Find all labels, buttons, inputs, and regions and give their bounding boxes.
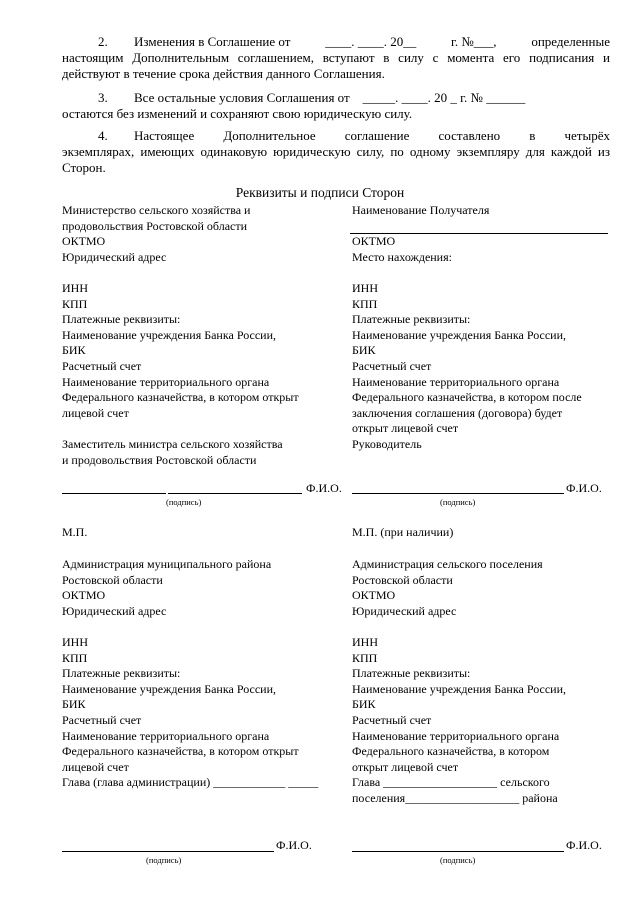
- line: ОКТМО: [62, 588, 106, 603]
- line: Заместитель министра сельского хозяйства: [62, 436, 283, 451]
- clause-2-first-line: [134, 34, 610, 50]
- clause-3-first-line: Все остальные условия Соглашения от _____. ____. 20 _ г. № ______: [134, 90, 526, 105]
- line: ИНН: [62, 280, 88, 295]
- line: Наименование учреждения Банка России,: [352, 681, 566, 696]
- line: Федерального казначейства, в котором: [352, 744, 550, 759]
- bottom-left-fio: Ф.И.О.: [276, 838, 312, 852]
- head-label-2: поселения___________________ района: [352, 790, 558, 805]
- line: Наименование Получателя: [352, 203, 490, 217]
- top-right-stamp: М.П. (при наличии): [352, 525, 454, 539]
- clause-4-number: 4.: [98, 128, 108, 143]
- line: Платежные реквизиты:: [62, 666, 181, 681]
- line: Расчетный счет: [352, 358, 432, 373]
- top-right-requisites: [352, 203, 622, 453]
- top-right-sign-caption: (подпись): [440, 497, 476, 507]
- line: Министерство сельского хозяйства и: [62, 203, 251, 217]
- top-left-stamp: М.П.: [62, 525, 88, 539]
- line: лицевой счет: [62, 759, 129, 774]
- line: Руководитель: [352, 436, 422, 451]
- clause-2-continuation: настоящим Дополнительным соглашением, вступают в силу с момента его подписания и действуют в течение срока действия данного Соглашения.: [62, 50, 610, 81]
- line: КПП: [352, 650, 378, 665]
- bottom-right-fio: Ф.И.О.: [566, 838, 602, 852]
- top-right-fio: Ф.И.О.: [566, 481, 602, 495]
- line: КПП: [62, 296, 88, 311]
- clause-3-continuation: остаются без изменений и сохраняют свою юридическую силу.: [62, 106, 413, 121]
- line: Место нахождения:: [352, 249, 452, 264]
- line: Юридический адрес: [62, 603, 167, 618]
- line: Ростовской области: [352, 572, 453, 587]
- line: Юридический адрес: [352, 603, 457, 618]
- line: КПП: [62, 650, 88, 665]
- line: Платежные реквизиты:: [352, 666, 471, 681]
- line: заключения соглашения (договора) будет: [352, 405, 563, 420]
- head-label: Глава (глава администрации) ____________ _____: [62, 775, 319, 790]
- clause-3-number: 3.: [98, 90, 108, 105]
- line: Наименование учреждения Банка России,: [62, 327, 276, 342]
- line: БИК: [62, 343, 86, 358]
- bottom-right-requisites: [352, 557, 622, 807]
- line: ИНН: [62, 634, 88, 649]
- top-left-signature-line: [62, 493, 166, 494]
- line: Расчетный счет: [352, 712, 432, 727]
- line: Федерального казначейства, в котором открыт: [62, 744, 299, 759]
- line: ОКТМО: [62, 234, 106, 249]
- line: БИК: [62, 697, 86, 712]
- clause-4-first-line: Настоящее Дополнительное соглашение составлено в четырёх: [134, 128, 610, 143]
- line: Наименование территориального органа: [352, 728, 560, 743]
- line: Платежные реквизиты:: [352, 312, 471, 327]
- line: ОКТМО: [352, 588, 396, 603]
- line: ОКТМО: [352, 234, 396, 249]
- recipient-name-underline: [350, 233, 608, 234]
- line: Расчетный счет: [62, 712, 142, 727]
- bottom-left-sign-caption: (подпись): [146, 855, 182, 865]
- bottom-right-signature-line: [352, 851, 564, 852]
- clause-2-date-blank: ____. ____. 20__: [325, 34, 417, 49]
- bottom-right-sign-caption: (подпись): [440, 855, 476, 865]
- line: Ростовской области: [62, 572, 163, 587]
- line: лицевой счет: [62, 405, 129, 420]
- clause-2-text-end: определенные: [531, 34, 610, 49]
- top-right-signature-line: [352, 493, 564, 494]
- line: Администрация сельского поселения: [352, 557, 543, 571]
- line: Расчетный счет: [62, 358, 142, 373]
- top-left-requisites: [62, 203, 342, 468]
- line: ИНН: [352, 634, 378, 649]
- top-left-sign-caption: (подпись): [166, 497, 202, 507]
- line: Наименование территориального органа: [62, 728, 270, 743]
- requisites-heading: Реквизиты и подписи Сторон: [235, 185, 405, 200]
- line: ИНН: [352, 280, 378, 295]
- line: открыт лицевой счет: [352, 759, 459, 774]
- line: КПП: [352, 296, 378, 311]
- clause-4-continuation: экземплярах, имеющих одинаковую юридическую силу, по одному экземпляру для каждой из Сторон.: [62, 144, 610, 175]
- clause-2-number-blank: г. №___,: [451, 34, 497, 49]
- line: и продовольствия Ростовской области: [62, 452, 257, 467]
- line: Федерального казначейства, в котором после: [352, 390, 582, 405]
- top-left-name-line: [168, 493, 302, 494]
- line: Наименование территориального органа: [62, 374, 270, 389]
- line: БИК: [352, 697, 376, 712]
- bottom-left-requisites: [62, 557, 342, 791]
- line: продовольствия Ростовской области: [62, 218, 248, 233]
- clause-2-text-start: Изменения в Соглашение от: [134, 34, 291, 49]
- head-label-1: Глава ___________________ сельского: [352, 775, 550, 790]
- top-left-fio: Ф.И.О.: [306, 481, 342, 495]
- line: Юридический адрес: [62, 249, 167, 264]
- line: Наименование учреждения Банка России,: [352, 327, 566, 342]
- line: Платежные реквизиты:: [62, 312, 181, 327]
- bottom-left-signature-line: [62, 851, 274, 852]
- line: открыт лицевой счет: [352, 421, 459, 436]
- line: Администрация муниципального района: [62, 557, 272, 571]
- line: Наименование территориального органа: [352, 374, 560, 389]
- clause-2-number: 2.: [98, 34, 108, 49]
- line: Федерального казначейства, в котором открыт: [62, 390, 299, 405]
- line: Наименование учреждения Банка России,: [62, 681, 276, 696]
- line: БИК: [352, 343, 376, 358]
